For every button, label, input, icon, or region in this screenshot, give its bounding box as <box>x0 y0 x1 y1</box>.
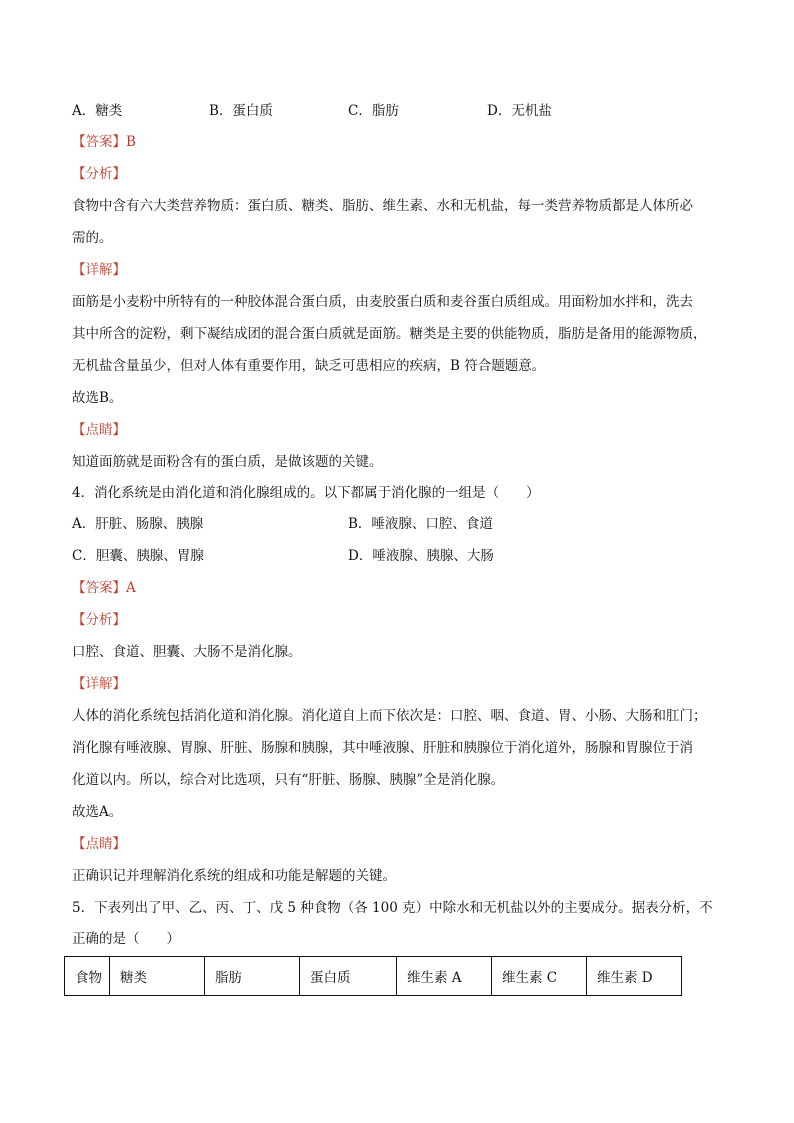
q4-options-row-1 <box>72 514 722 534</box>
q3-analysis-line-1: 食物中含有六大类营养物质：蛋白质、糖类、脂肪、维生素、水和无机盐，每一类营养物质都是人体所必 <box>72 198 693 214</box>
q4-answer <box>72 578 136 598</box>
q3-options <box>72 101 722 121</box>
answer-tag: 【答案】 <box>72 580 126 596</box>
q3-option-c: C．脂肪 <box>348 103 399 119</box>
q4-detail-tag: 【详解】 <box>72 676 126 692</box>
q4-option-c: C．胆囊、胰腺、胃腺 <box>72 548 204 564</box>
table-header-cell: 糖类 <box>110 957 205 996</box>
q4-point-tag: 【点睛】 <box>72 836 126 852</box>
table-header-row <box>65 957 682 996</box>
answer-value: B <box>126 134 136 150</box>
q3-option-a: A．糖类 <box>72 103 123 119</box>
q4-option-b: B．唾液腺、口腔、食道 <box>348 516 493 532</box>
table-header-cell: 维生素 A <box>397 957 492 996</box>
q3-detail-line-2: 其中所含的淀粉，剩下凝结成团的混合蛋白质就是面筋。糖类是主要的供能物质，脂肪是备用的能源物质， <box>72 326 707 342</box>
q4-option-d: D．唾液腺、胰腺、大肠 <box>348 548 494 564</box>
q4-options-row-2 <box>72 546 722 566</box>
q3-answer <box>72 132 136 152</box>
q5-stem-line-1: 5．下表列出了甲、乙、丙、丁、戊 5 种食物（各 100 克）中除水和无机盐以外的主要成分。据表分析，不 <box>72 900 713 916</box>
table-header-cell: 食物 <box>65 957 110 996</box>
q3-option-b: B．蛋白质 <box>209 103 273 119</box>
q4-detail-line-3: 化道以内。所以，综合对比选项，只有“肝脏、肠腺、胰腺”全是消化腺。 <box>72 772 505 788</box>
table-header-cell: 蛋白质 <box>300 957 397 996</box>
table-header-cell: 维生素 C <box>492 957 587 996</box>
table-header-cell: 维生素 D <box>587 957 682 996</box>
q3-choice: 故选B。 <box>72 390 123 406</box>
q3-detail-line-3: 无机盐含量虽少，但对人体有重要作用，缺乏可患相应的疾病，B 符合题题意。 <box>72 358 546 374</box>
q3-option-d: D．无机盐 <box>487 103 552 119</box>
q3-analysis-line-2: 需的。 <box>72 230 113 246</box>
q4-choice: 故选A。 <box>72 804 123 820</box>
q4-stem: 4．消化系统是由消化道和消化腺组成的。以下都属于消化腺的一组是（ ） <box>72 485 540 501</box>
q4-option-a: A．肝脏、肠腺、胰腺 <box>72 516 204 532</box>
table-header-cell: 脂肪 <box>205 957 300 996</box>
q4-point-line: 正确识记并理解消化系统的组成和功能是解题的关键。 <box>72 868 396 884</box>
q3-analysis-tag: 【分析】 <box>72 166 126 182</box>
q4-analysis-tag: 【分析】 <box>72 612 126 628</box>
q3-detail-tag: 【详解】 <box>72 262 126 278</box>
q4-detail-line-2: 消化腺有唾液腺、胃腺、肝脏、肠腺和胰腺，其中唾液腺、肝脏和胰腺位于消化道外，肠腺和胃腺位于消 <box>72 740 693 756</box>
q3-point-line: 知道面筋就是面粉含有的蛋白质，是做该题的关键。 <box>72 454 383 470</box>
q4-analysis-line: 口腔、食道、胆囊、大肠不是消化腺。 <box>72 644 302 660</box>
q3-point-tag: 【点睛】 <box>72 422 126 438</box>
answer-value: A <box>126 580 136 596</box>
q4-detail-line-1: 人体的消化系统包括消化道和消化腺。消化道自上而下依次是：口腔、咽、食道、胃、小肠、大肠和肛门； <box>72 708 707 724</box>
q5-stem-line-2: 正确的是（ ） <box>72 931 180 947</box>
answer-tag: 【答案】 <box>72 134 126 150</box>
q3-detail-line-1: 面筋是小麦粉中所特有的一种胶体混合蛋白质，由麦胶蛋白质和麦谷蛋白质组成。用面粉加水拌和，洗去 <box>72 294 693 310</box>
nutrient-table <box>64 956 682 996</box>
